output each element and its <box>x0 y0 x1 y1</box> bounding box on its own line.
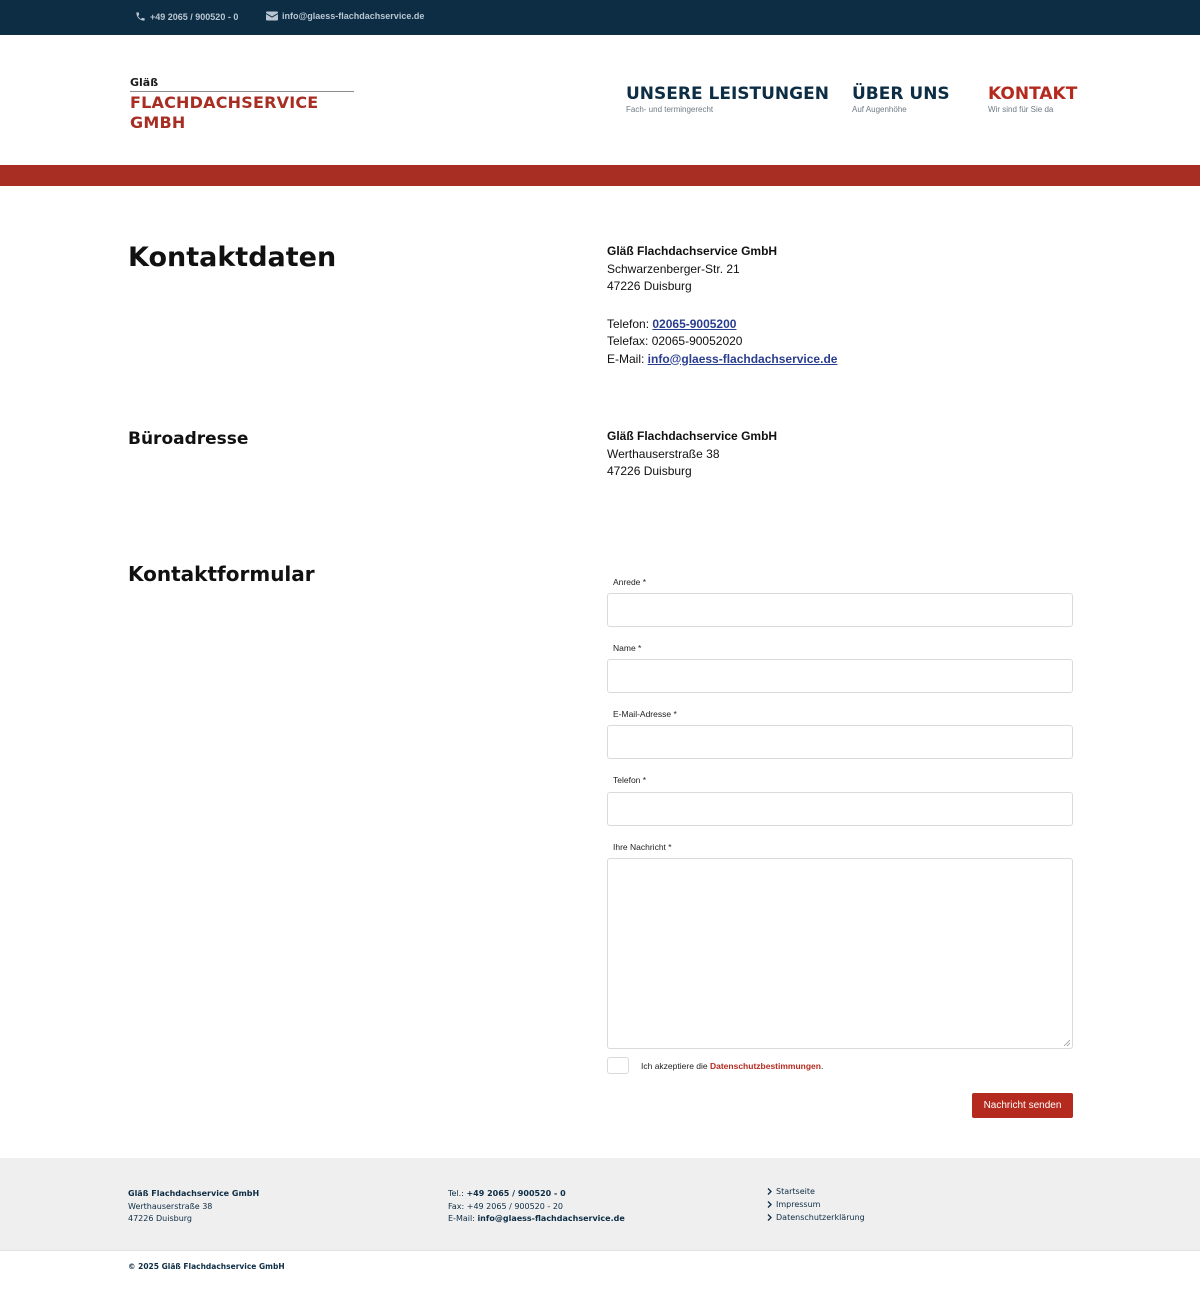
footer-email-label: E-Mail: <box>448 1214 478 1223</box>
footer-link-startseite[interactable] <box>767 1185 865 1198</box>
form-heading: Kontaktformular <box>128 562 315 586</box>
footer-link-datenschutz[interactable] <box>767 1211 865 1224</box>
topbar-phone[interactable] <box>135 11 238 22</box>
submit-button[interactable]: Nachricht senden <box>972 1093 1073 1118</box>
footer-tel-label: Tel.: <box>448 1189 467 1198</box>
office-company: Gläß Flachdachservice GmbH <box>607 429 778 443</box>
fax-value: 02065-90052020 <box>651 334 743 348</box>
privacy-checkbox[interactable] <box>607 1057 629 1074</box>
footer-email-row <box>448 1213 625 1226</box>
footer-company: Gläß Flachdachservice GmbH <box>128 1189 260 1198</box>
nav-item-subtitle: Fach- und termingerecht <box>626 105 714 114</box>
footer <box>0 1158 1200 1251</box>
anrede-input[interactable] <box>607 593 1073 627</box>
hero-band <box>0 165 1200 186</box>
consent-prefix: Ich akzeptiere die <box>641 1061 710 1071</box>
office-address <box>607 428 777 481</box>
email-label: E-Mail: <box>607 351 648 366</box>
footer-email[interactable]: info@glaess-flachdachservice.de <box>477 1214 625 1223</box>
field-label-telefon: Telefon * <box>613 775 647 785</box>
footer-link-impressum[interactable] <box>767 1198 865 1211</box>
office-city: 47226 Duisburg <box>607 464 692 478</box>
field-label-message: Ihre Nachricht * <box>613 842 672 852</box>
nav-item-leistungen[interactable] <box>626 84 829 115</box>
contact-phone-row <box>607 316 837 334</box>
footer-city: 47226 Duisburg <box>128 1214 192 1223</box>
field-label-anrede: Anrede * <box>613 577 647 587</box>
footer-links <box>767 1185 865 1224</box>
logo-line-2: FLACHDACHSERVICE GMBH <box>130 93 319 132</box>
nav-item-label: ÜBER UNS <box>852 84 950 104</box>
topbar-phone-text: +49 2065 / 900520 - 0 <box>150 11 239 22</box>
nav-item-label: UNSERE LEISTUNGEN <box>626 84 829 104</box>
consent-suffix: . <box>820 1061 824 1071</box>
office-heading: Büroadresse <box>128 429 249 449</box>
footer-link-label: Impressum <box>776 1200 821 1209</box>
nav-item-subtitle: Wir sind für Sie da <box>988 105 1054 114</box>
email-link[interactable]: info@glaess-flachdachservice.de <box>647 351 838 366</box>
footer-tel[interactable]: +49 2065 / 900520 - 0 <box>466 1189 566 1198</box>
topbar-email-text: info@glaess-flachdachservice.de <box>282 11 425 21</box>
email-input[interactable] <box>607 725 1073 759</box>
contact-city: 47226 Duisburg <box>607 279 692 293</box>
field-label-name: Name * <box>613 643 642 653</box>
privacy-consent-text <box>641 1061 823 1071</box>
contact-heading: Kontaktdaten <box>128 242 337 273</box>
phone-link[interactable]: 02065-9005200 <box>652 316 737 331</box>
resize-handle-icon[interactable] <box>1063 1039 1070 1046</box>
name-input[interactable] <box>607 659 1073 693</box>
privacy-policy-link[interactable]: Datenschutzbestimmungen <box>709 1061 821 1071</box>
topbar-email[interactable] <box>266 11 424 21</box>
contact-street: Schwarzenberger-Str. 21 <box>607 261 740 276</box>
footer-fax-row <box>448 1201 625 1214</box>
contact-email-row <box>607 351 837 369</box>
nav-item-ueber-uns[interactable] <box>852 84 950 115</box>
footer-link-label: Startseite <box>776 1187 815 1196</box>
site-logo[interactable] <box>130 76 354 133</box>
envelope-icon <box>266 11 278 21</box>
logo-divider <box>130 91 354 92</box>
nav-item-label: KONTAKT <box>988 84 1078 104</box>
copyright: © 2025 Gläß Flachdachservice GmbH <box>128 1262 285 1271</box>
footer-address <box>128 1188 259 1226</box>
footer-fax: +49 2065 / 900520 - 20 <box>466 1201 564 1211</box>
nav-item-subtitle: Auf Augenhöhe <box>852 105 907 114</box>
chevron-right-icon <box>767 1188 772 1195</box>
logo-line-1: Gläß <box>130 76 159 89</box>
office-street: Werthauserstraße 38 <box>607 446 720 461</box>
footer-fax-label: Fax: <box>448 1201 467 1211</box>
phone-label: Telefon: <box>607 316 653 331</box>
chevron-right-icon <box>767 1214 772 1221</box>
phone-icon <box>135 11 146 22</box>
nav-item-kontakt[interactable] <box>988 84 1077 115</box>
footer-tel-row <box>448 1188 625 1201</box>
field-label-email: E-Mail-Adresse * <box>613 709 677 719</box>
footer-contact <box>448 1188 625 1226</box>
fax-label: Telefax: <box>607 334 652 348</box>
contact-company: Gläß Flachdachservice GmbH <box>607 244 778 258</box>
footer-street: Werthauserstraße 38 <box>128 1201 213 1211</box>
contact-details <box>607 243 837 368</box>
telefon-input[interactable] <box>607 792 1073 826</box>
footer-link-label: Datenschutzerklärung <box>776 1213 865 1222</box>
chevron-right-icon <box>767 1201 772 1208</box>
message-textarea[interactable] <box>607 858 1073 1049</box>
top-bar <box>0 0 1200 35</box>
contact-fax-row <box>607 333 837 351</box>
